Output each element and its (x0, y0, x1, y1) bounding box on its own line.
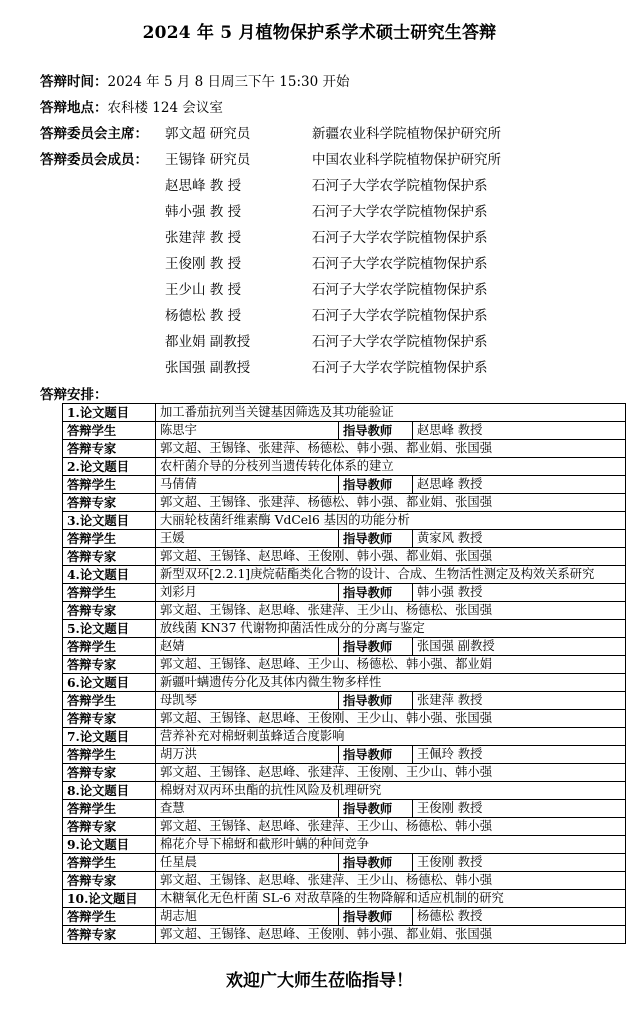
thesis-title-row (63, 674, 626, 692)
student-name: 陈思宇 (156, 422, 339, 440)
experts-list: 郭文超、王锡锋、张建萍、杨德松、韩小强、都业娟、张国强 (156, 440, 626, 458)
member-name: 张国强 副教授 (165, 360, 251, 376)
advisor-name: 王俊刚 教授 (413, 854, 626, 872)
advisor-label: 指导教师 (339, 854, 413, 872)
members-label: 答辩委员会成员： (40, 152, 148, 168)
student-name: 马倩倩 (156, 476, 339, 494)
experts-label: 答辩专家 (63, 926, 156, 944)
thesis-experts-row (63, 494, 626, 512)
thesis-student-row (63, 746, 626, 764)
thesis-title: 营养补充对棉蚜刺茧蜂适合度影响 (156, 728, 626, 746)
thesis-student-row (63, 584, 626, 602)
student-name: 胡万洪 (156, 746, 339, 764)
experts-list: 郭文超、王锡锋、赵思峰、王俊刚、王少山、韩小强、张国强 (156, 710, 626, 728)
thesis-title-row (63, 458, 626, 476)
thesis-student-row (63, 476, 626, 494)
experts-label: 答辩专家 (63, 818, 156, 836)
thesis-title-row (63, 728, 626, 746)
thesis-experts-row (63, 602, 626, 620)
student-label: 答辩学生 (63, 800, 156, 818)
advisor-name: 张建萍 教授 (413, 692, 626, 710)
thesis-title: 农杆菌介导的分枝列当遗传转化体系的建立 (156, 458, 626, 476)
advisor-name: 赵思峰 教授 (413, 422, 626, 440)
thesis-number-label: 8.论文题目 (63, 782, 156, 800)
student-name: 刘彩月 (156, 584, 339, 602)
thesis-experts-row (63, 710, 626, 728)
thesis-title-row (63, 404, 626, 422)
student-label: 答辩学生 (63, 530, 156, 548)
member-org: 石河子大学农学院植物保护系 (312, 178, 488, 194)
member-org: 石河子大学农学院植物保护系 (312, 308, 488, 324)
thesis-title: 大丽轮枝菌纤维素酶 VdCel6 基因的功能分析 (156, 512, 626, 530)
experts-label: 答辩专家 (63, 602, 156, 620)
thesis-number-label: 10.论文题目 (63, 890, 156, 908)
experts-list: 郭文超、王锡锋、赵思峰、张建萍、王少山、杨德松、张国强 (156, 602, 626, 620)
thesis-title: 木糖氧化无色杆菌 SL-6 对敌草隆的生物降解和适应机制的研究 (156, 890, 626, 908)
thesis-number-label: 6.论文题目 (63, 674, 156, 692)
student-name: 任星晨 (156, 854, 339, 872)
chair-label: 答辩委员会主席： (40, 126, 148, 142)
thesis-student-row (63, 638, 626, 656)
thesis-number-label: 1.论文题目 (63, 404, 156, 422)
experts-list: 郭文超、王锡锋、赵思峰、张建萍、王俊刚、王少山、韩小强 (156, 764, 626, 782)
thesis-title: 新疆叶螨遗传分化及其体内微生物多样性 (156, 674, 626, 692)
member-org: 石河子大学农学院植物保护系 (312, 204, 488, 220)
student-name: 胡志旭 (156, 908, 339, 926)
advisor-label: 指导教师 (339, 530, 413, 548)
experts-list: 郭文超、王锡锋、张建萍、杨德松、韩小强、都业娟、张国强 (156, 494, 626, 512)
member-name: 张建萍 教 授 (165, 230, 242, 246)
student-label: 答辩学生 (63, 908, 156, 926)
thesis-experts-row (63, 818, 626, 836)
member-org: 石河子大学农学院植物保护系 (312, 256, 488, 272)
student-label: 答辩学生 (63, 746, 156, 764)
thesis-title-row (63, 566, 626, 584)
advisor-label: 指导教师 (339, 584, 413, 602)
thesis-title: 加工番茄抗列当关键基因筛选及其功能验证 (156, 404, 626, 422)
thesis-experts-row (63, 440, 626, 458)
advisor-name: 黄家风 教授 (413, 530, 626, 548)
defense-place (40, 98, 620, 118)
student-name: 王媛 (156, 530, 339, 548)
thesis-student-row (63, 908, 626, 926)
experts-list: 郭文超、王锡锋、赵思峰、张建萍、王少山、杨德松、韩小强 (156, 872, 626, 890)
thesis-title-row (63, 890, 626, 908)
advisor-label: 指导教师 (339, 692, 413, 710)
advisor-label: 指导教师 (339, 476, 413, 494)
thesis-student-row (63, 422, 626, 440)
thesis-student-row (63, 692, 626, 710)
place-value: 农科楼 124 会议室 (107, 100, 223, 116)
member-org: 石河子大学农学院植物保护系 (312, 230, 488, 246)
experts-list: 郭文超、王锡锋、赵思峰、张建萍、王少山、杨德松、韩小强 (156, 818, 626, 836)
experts-list: 郭文超、王锡锋、赵思峰、王俊刚、韩小强、都业娟、张国强 (156, 548, 626, 566)
thesis-experts-row (63, 872, 626, 890)
thesis-title: 棉花介导下棉蚜和截形叶螨的种间竞争 (156, 836, 626, 854)
thesis-experts-row (63, 548, 626, 566)
thesis-student-row (63, 530, 626, 548)
time-value: 2024 年 5 月 8 日周三下午 15:30 开始 (107, 74, 350, 90)
chair-name: 郭文超 研究员 (165, 126, 251, 142)
thesis-experts-row (63, 764, 626, 782)
defense-time (40, 72, 620, 92)
thesis-experts-row (63, 926, 626, 944)
chair-org: 新疆农业科学院植物保护研究所 (312, 126, 501, 142)
advisor-label: 指导教师 (339, 422, 413, 440)
student-label: 答辩学生 (63, 476, 156, 494)
thesis-title: 新型双环[2.2.1]庚烷萜酯类化合物的设计、合成、生物活性测定及构效关系研究 (156, 566, 626, 584)
student-name: 母凯琴 (156, 692, 339, 710)
thesis-title-row (63, 512, 626, 530)
advisor-name: 杨德松 教授 (413, 908, 626, 926)
thesis-number-label: 9.论文题目 (63, 836, 156, 854)
experts-label: 答辩专家 (63, 710, 156, 728)
member-name: 韩小强 教 授 (165, 204, 242, 220)
advisor-name: 赵思峰 教授 (413, 476, 626, 494)
schedule-label: 答辩安排： (40, 387, 108, 403)
thesis-number-label: 2.论文题目 (63, 458, 156, 476)
time-label: 答辩时间： (40, 74, 108, 90)
thesis-student-row (63, 800, 626, 818)
member-org: 石河子大学农学院植物保护系 (312, 334, 488, 350)
student-name: 赵婧 (156, 638, 339, 656)
member-org: 石河子大学农学院植物保护系 (312, 282, 488, 298)
welcome-footer: 欢迎广大师生莅临指导！ (226, 971, 413, 991)
student-name: 查慧 (156, 800, 339, 818)
student-label: 答辩学生 (63, 854, 156, 872)
experts-list: 郭文超、王锡锋、赵思峰、王少山、杨德松、韩小强、都业娟 (156, 656, 626, 674)
advisor-name: 张国强 副教授 (413, 638, 626, 656)
thesis-title: 放线菌 KN37 代谢物抑菌活性成分的分离与鉴定 (156, 620, 626, 638)
advisor-label: 指导教师 (339, 908, 413, 926)
thesis-number-label: 3.论文题目 (63, 512, 156, 530)
member-name: 赵思峰 教 授 (165, 178, 242, 194)
student-label: 答辩学生 (63, 422, 156, 440)
member-name: 杨德松 教 授 (165, 308, 242, 324)
member-org: 石河子大学农学院植物保护系 (312, 360, 488, 376)
thesis-student-row (63, 854, 626, 872)
experts-list: 郭文超、王锡锋、赵思峰、王俊刚、韩小强、都业娟、张国强 (156, 926, 626, 944)
thesis-title-row (63, 620, 626, 638)
page-title: 2024 年 5 月植物保护系学术硕士研究生答辩 (142, 23, 497, 43)
member-org: 中国农业科学院植物保护研究所 (312, 152, 501, 168)
advisor-label: 指导教师 (339, 746, 413, 764)
thesis-experts-row (63, 656, 626, 674)
thesis-number-label: 7.论文题目 (63, 728, 156, 746)
thesis-number-label: 5.论文题目 (63, 620, 156, 638)
thesis-number-label: 4.论文题目 (63, 566, 156, 584)
experts-label: 答辩专家 (63, 494, 156, 512)
experts-label: 答辩专家 (63, 764, 156, 782)
thesis-title-row (63, 782, 626, 800)
advisor-label: 指导教师 (339, 800, 413, 818)
experts-label: 答辩专家 (63, 656, 156, 674)
member-name: 都业娟 副教授 (165, 334, 251, 350)
student-label: 答辩学生 (63, 584, 156, 602)
member-name: 王少山 教 授 (165, 282, 242, 298)
defense-schedule-table (62, 403, 626, 944)
advisor-name: 韩小强 教授 (413, 584, 626, 602)
member-name: 王锡锋 研究员 (165, 152, 251, 168)
experts-label: 答辩专家 (63, 548, 156, 566)
place-label: 答辩地点： (40, 100, 108, 116)
advisor-name: 王俊刚 教授 (413, 800, 626, 818)
thesis-title-row (63, 836, 626, 854)
advisor-name: 王佩玲 教授 (413, 746, 626, 764)
student-label: 答辩学生 (63, 638, 156, 656)
thesis-title: 棉蚜对双丙环虫酯的抗性风险及机理研究 (156, 782, 626, 800)
student-label: 答辩学生 (63, 692, 156, 710)
experts-label: 答辩专家 (63, 440, 156, 458)
advisor-label: 指导教师 (339, 638, 413, 656)
experts-label: 答辩专家 (63, 872, 156, 890)
member-name: 王俊刚 教 授 (165, 256, 242, 272)
